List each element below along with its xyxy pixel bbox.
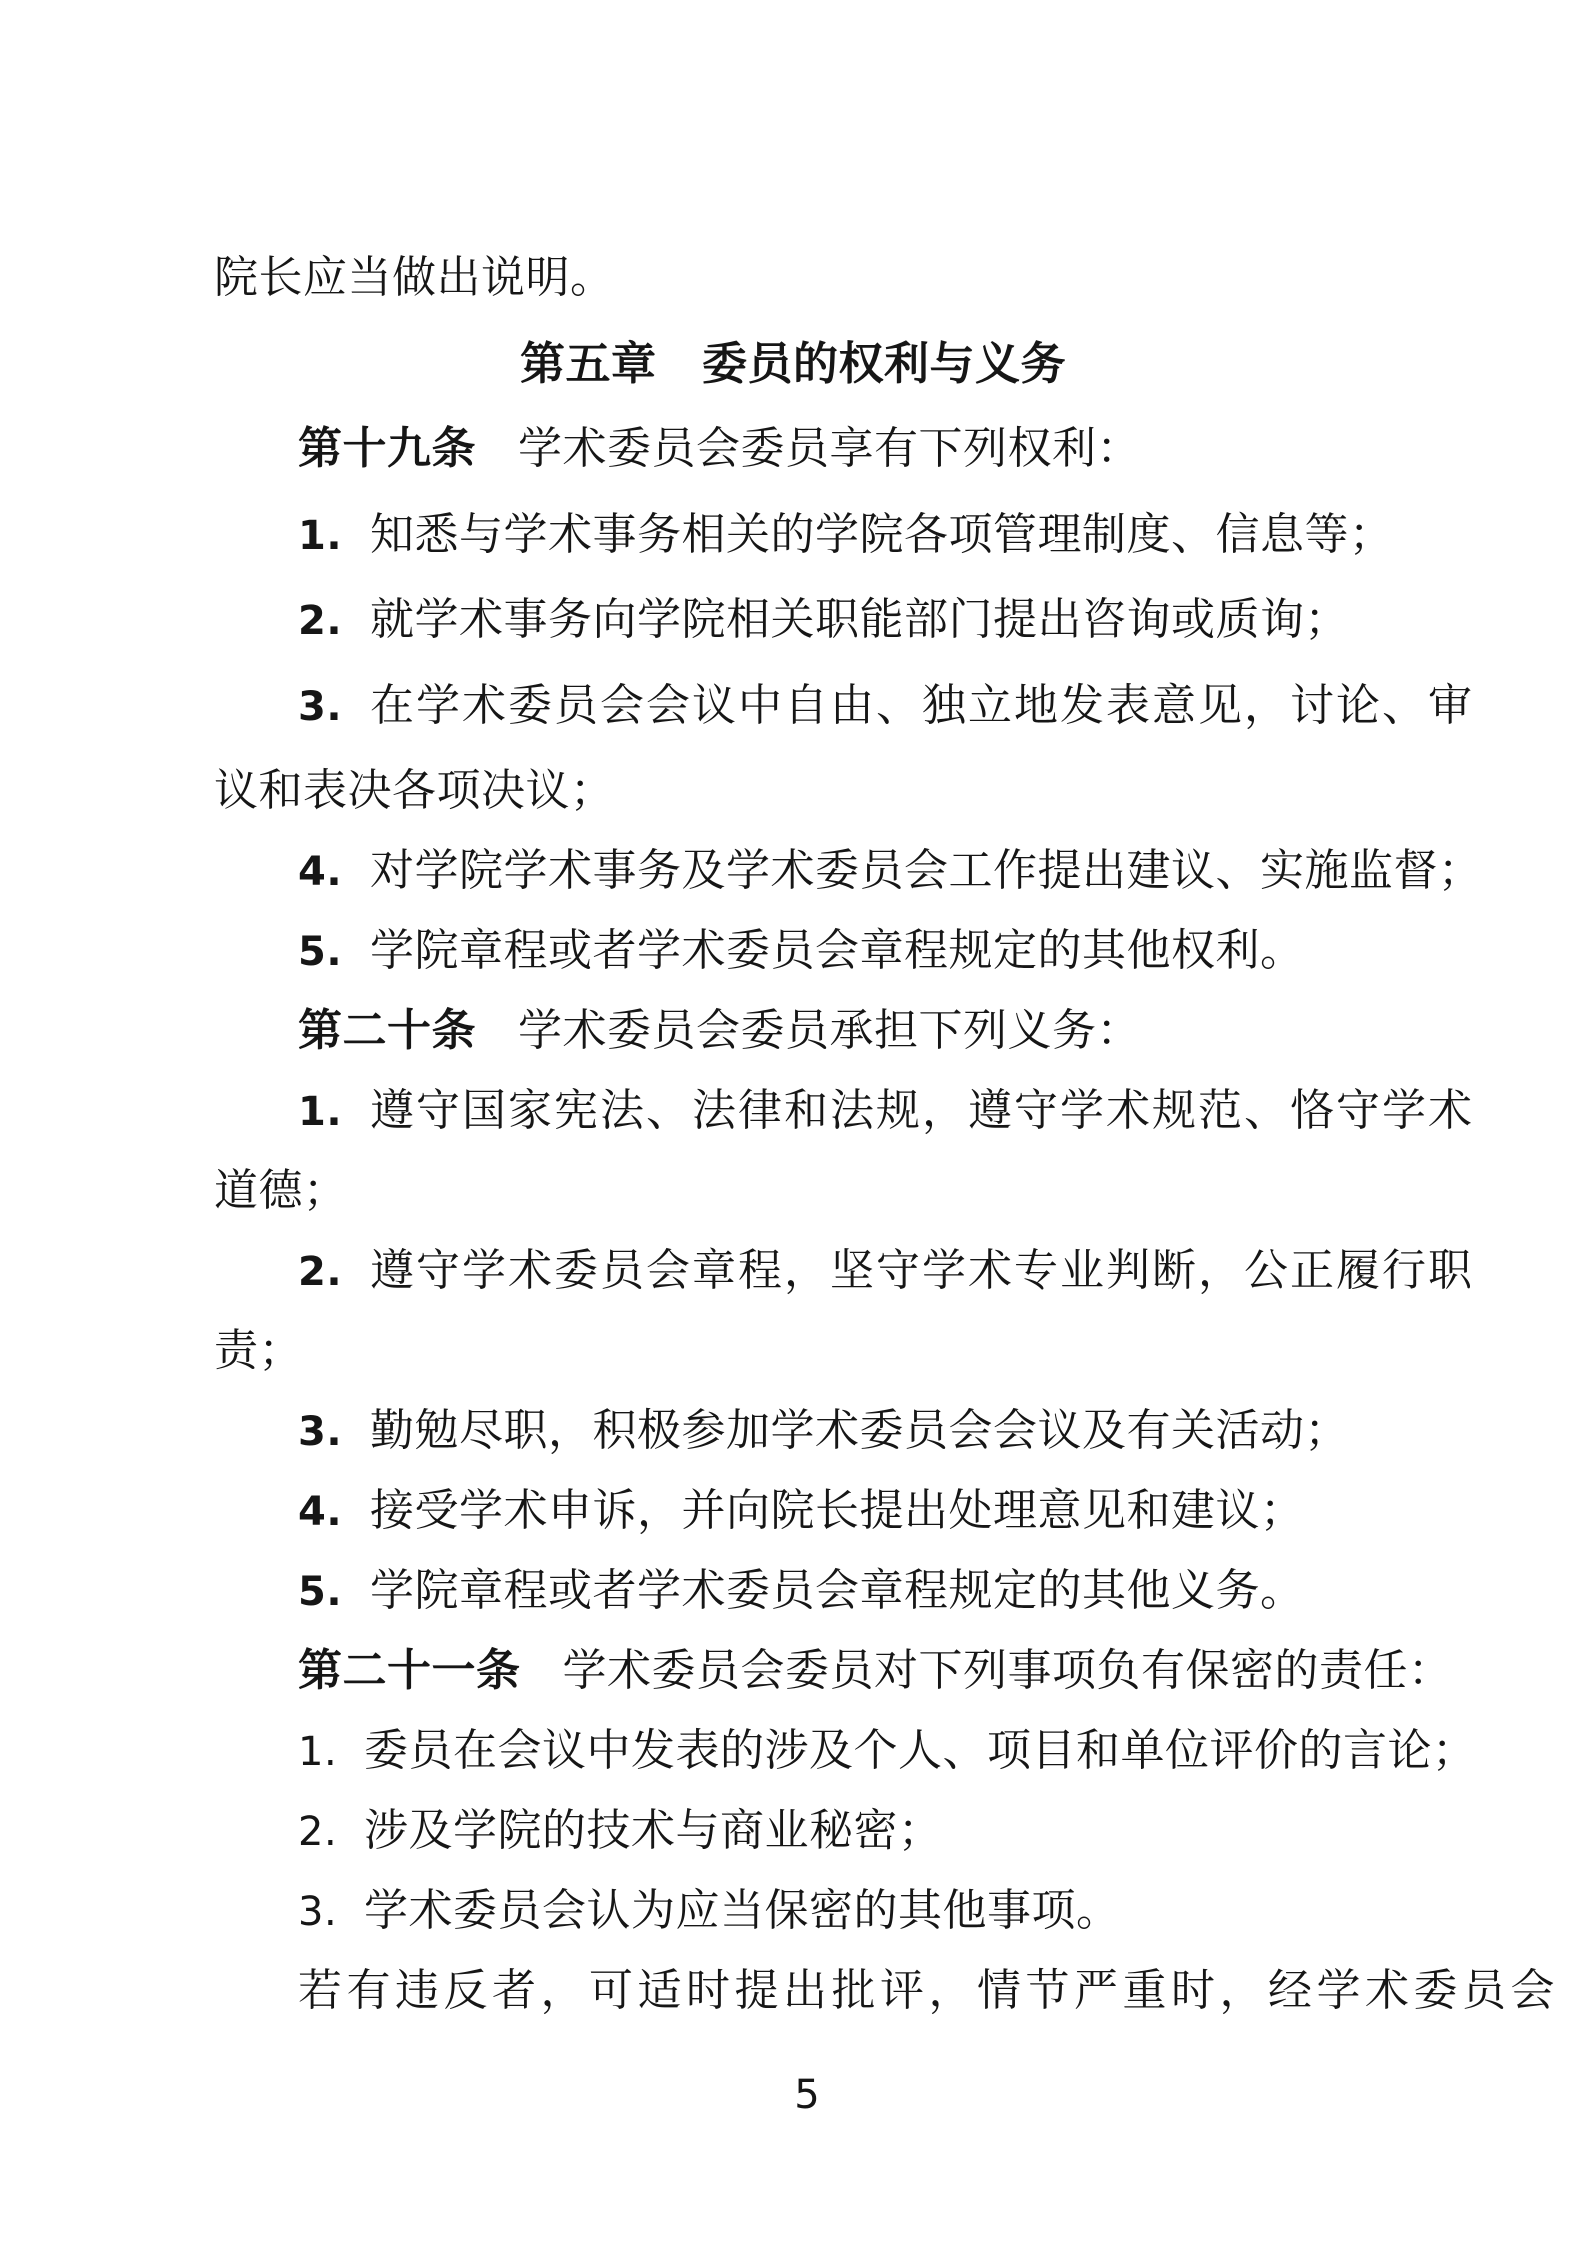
list-item-text: 学院章程或者学术委员会章程规定的其他权利。: [370, 926, 1305, 975]
list-item-text: 就学术事务向学院相关职能部门提出咨询或质询；: [370, 595, 1349, 644]
article-text: 学术委员会委员对下列事项负有保密的责任：: [562, 1646, 1453, 1695]
page-number: 5: [794, 2072, 820, 2118]
paragraph-line: 若有违反者，可适时提出批评，情节严重时，经学术委员会: [298, 1966, 1559, 2015]
list-item: [298, 1886, 1121, 1937]
list-item-number: 1.: [298, 513, 343, 559]
list-item: [298, 681, 1474, 732]
article-number-label: 第二十一条: [298, 1646, 521, 1695]
list-item-text: 知悉与学术事务相关的学院各项管理制度、信息等；: [370, 510, 1394, 559]
list-item: [298, 846, 1483, 897]
article-text: 学术委员会委员享有下列权利：: [518, 424, 1141, 473]
list-item-text: 涉及学院的技术与商业秘密；: [364, 1806, 943, 1855]
article-number-label: 第二十条: [298, 1006, 476, 1055]
text-line: 道德；: [214, 1166, 348, 1215]
text-line: 责；: [214, 1326, 303, 1375]
list-item-text: 委员在会议中发表的涉及个人、项目和单位评价的言论；: [364, 1726, 1477, 1775]
article-number-label: 第十九条: [298, 424, 476, 473]
list-item-number: 4.: [298, 849, 343, 895]
list-item: [298, 510, 1394, 561]
list-item-text: 遵守学术委员会章程，坚守学术专业判断，公正履行职: [370, 1246, 1474, 1295]
list-item-number: 3.: [298, 1409, 343, 1455]
list-item-text: 遵守国家宪法、法律和法规，遵守学术规范、恪守学术: [370, 1086, 1474, 1135]
list-item-number: 5.: [298, 929, 343, 975]
list-item-number: 4.: [298, 1489, 343, 1535]
article-heading: [298, 1646, 1453, 1696]
list-item-text: 学术委员会认为应当保密的其他事项。: [364, 1886, 1121, 1935]
list-item-number: 2.: [298, 598, 343, 644]
list-item-number: 5.: [298, 1569, 343, 1615]
list-item-number: 2.: [298, 1249, 343, 1295]
list-item-number: 1.: [298, 1729, 338, 1775]
list-item: [298, 1486, 1305, 1537]
list-item: [298, 595, 1349, 646]
text-line: 议和表决各项决议；: [214, 766, 615, 815]
list-item: [298, 1246, 1474, 1297]
chapter-heading: 第五章 委员的权利与义务: [519, 338, 1066, 389]
list-item-text: 勤勉尽职，积极参加学术委员会会议及有关活动；: [370, 1406, 1349, 1455]
list-item: [298, 1406, 1349, 1457]
list-item-number: 1.: [298, 1089, 343, 1135]
list-item-text: 在学术委员会会议中自由、独立地发表意见，讨论、审: [370, 681, 1474, 730]
list-item-text: 学院章程或者学术委员会章程规定的其他义务。: [370, 1566, 1305, 1615]
text-line: 院长应当做出说明。: [214, 253, 615, 302]
list-item: [298, 926, 1305, 977]
list-item: [298, 1566, 1305, 1617]
list-item: [298, 1806, 943, 1857]
list-item-number: 3.: [298, 684, 343, 730]
list-item-number: 3.: [298, 1889, 338, 1935]
article-heading: [298, 1006, 1141, 1056]
article-heading: [298, 424, 1141, 474]
list-item-number: 2.: [298, 1809, 338, 1855]
list-item-text: 对学院学术事务及学术委员会工作提出建议、实施监督；: [370, 846, 1483, 895]
article-text: 学术委员会委员承担下列义务：: [518, 1006, 1141, 1055]
list-item: [298, 1086, 1474, 1137]
list-item-text: 接受学术申诉，并向院长提出处理意见和建议；: [370, 1486, 1305, 1535]
list-item: [298, 1726, 1477, 1777]
